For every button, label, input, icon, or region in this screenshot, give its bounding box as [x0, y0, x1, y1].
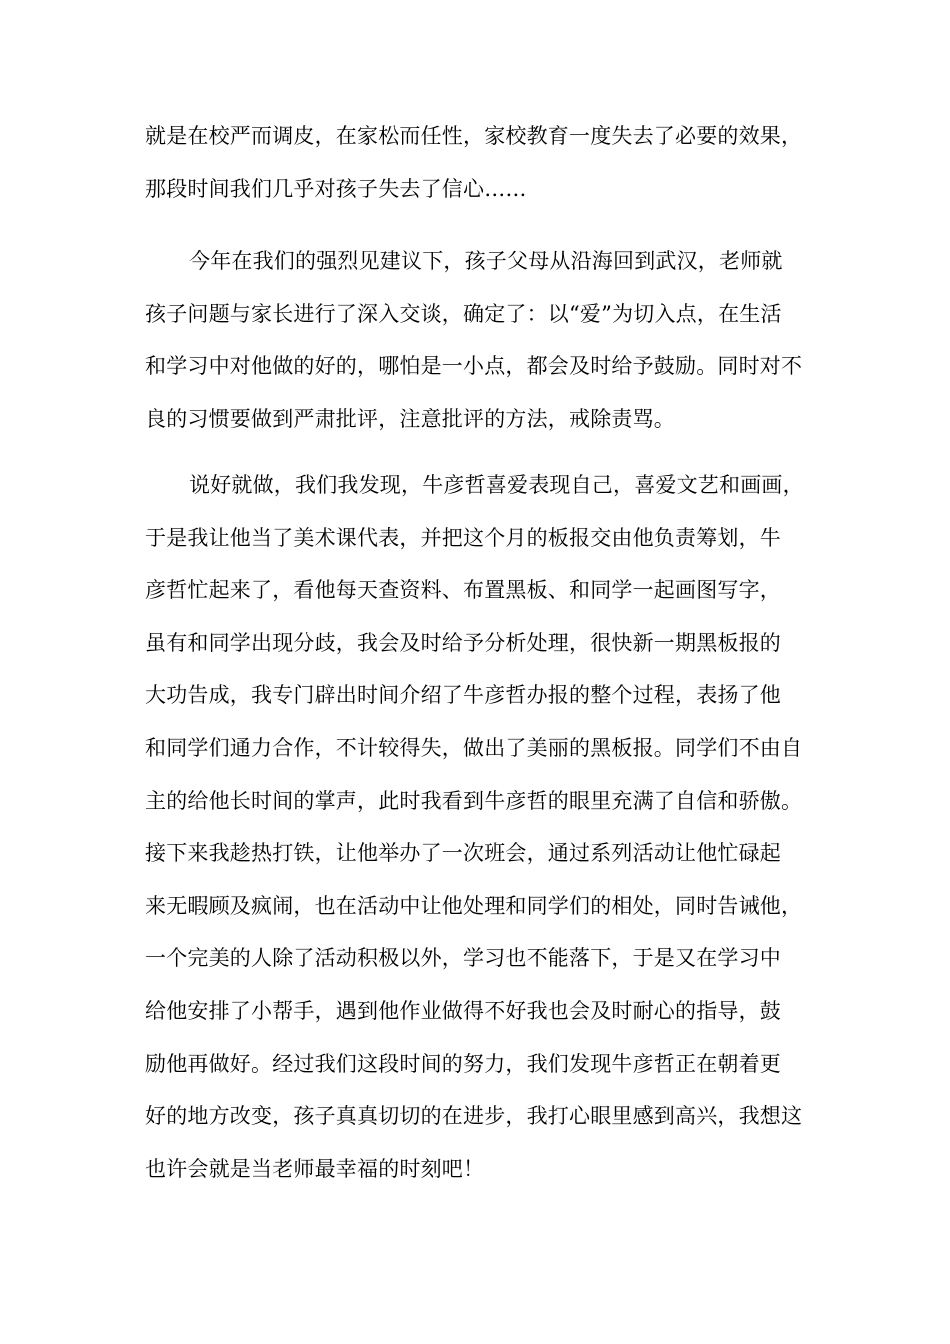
text-line: 良的习惯要做到严肃批评，注意批评的方法，戒除责骂。 — [145, 406, 675, 431]
paragraph-3 — [145, 459, 825, 1195]
text-line: 好的地方改变，孩子真真切切的在进步，我打心眼里感到高兴，我想这 — [145, 1104, 803, 1129]
text-line: 就是在校严而调皮，在家松而任性，家校教育一度失去了必要的效果， — [145, 124, 803, 148]
text-line: 主的给他长时间的掌声，此时我看到牛彦哲的眼里充满了自信和骄傲。 — [145, 788, 803, 813]
paragraph-1 — [145, 110, 825, 215]
text-line: 虽有和同学出现分歧，我会及时给予分析处理，很快新一期黑板报的 — [145, 630, 781, 655]
text-line: 和学习中对他做的好的，哪怕是一小点，都会及时给予鼓励。同时对不 — [145, 354, 803, 379]
text-line: 彦哲忙起来了，看他每天查资料、布置黑板、和同学一起画图写字， — [145, 578, 781, 603]
text-line: 孩子问题与家长进行了深入交谈，确定了：以“爱”为切入点，在生活 — [145, 301, 782, 326]
text-line: 于是我让他当了美术课代表，并把这个月的板报交由他负责筹划，牛 — [145, 525, 781, 550]
text-line: 接下来我趁热打铁，让他举办了一次班会，通过系列活动让他忙碌起 — [145, 841, 781, 866]
text-line: 也许会就是当老师最幸福的时刻吧！ — [145, 1156, 485, 1181]
text-line: 说好就做，我们我发现，牛彦哲喜爱表现自己，喜爱文艺和画画， — [189, 473, 804, 497]
text-line: 和同学们通力合作，不计较得失，做出了美丽的黑板报。同学们不由自 — [145, 735, 803, 760]
text-line: 今年在我们的强烈见建议下，孩子父母从沿海回到武汉，老师就 — [189, 249, 783, 273]
text-line: 励他再做好。经过我们这段时间的努力，我们发现牛彦哲正在朝着更 — [145, 1051, 781, 1076]
text-line: 大功告成，我专门辟出时间介绍了牛彦哲办报的整个过程，表扬了他 — [145, 683, 781, 708]
text-line: 来无暇顾及疯闹，也在活动中让他处理和同学们的相处，同时告诫他， — [145, 893, 803, 918]
paragraph-2 — [145, 235, 825, 445]
text-line: 一个完美的人除了活动积极以外，学习也不能落下，于是又在学习中 — [145, 946, 781, 971]
text-line: 给他安排了小帮手，遇到他作业做得不好我也会及时耐心的指导，鼓 — [145, 998, 781, 1023]
text-line: 那段时间我们几乎对孩子失去了信心…… — [145, 176, 527, 201]
